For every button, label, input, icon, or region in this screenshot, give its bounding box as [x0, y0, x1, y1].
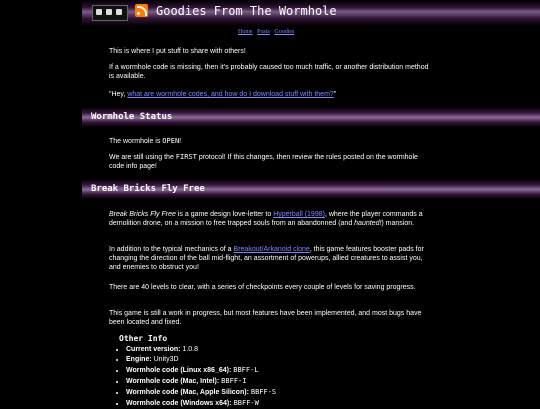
site-logo-icon[interactable] [92, 5, 128, 21]
game-p2-text-1: In addition to the typical mechanics of a [109, 246, 234, 253]
section-title-break-bricks: Break Bricks Fly Free [82, 179, 540, 199]
intro-quote-suffix: " [333, 91, 337, 98]
other-info-list [119, 345, 276, 409]
section-title-wormhole-status: Wormhole Status [82, 107, 540, 127]
intro-paragraph-3 [109, 90, 429, 99]
info-value: BBFF-S [250, 388, 277, 396]
info-value: Unity3D [153, 356, 179, 363]
status-open-suffix: ! [179, 138, 182, 145]
status-line-open [109, 137, 429, 146]
game-p1-text-1: is a game design love-letter to [175, 211, 274, 218]
info-label: Wormhole code (Linux x86_64): [126, 367, 232, 374]
info-label: Wormhole code (Windows x64): [126, 400, 232, 407]
nav-posts-link[interactable]: Posts [257, 29, 270, 35]
game-paragraph-4: This game is still a work in progress, but most features have been implemented, and most bugs have been located and fixed. [109, 310, 422, 326]
info-label: Engine: [126, 356, 152, 363]
wormhole-codes-help-link[interactable]: what are wormhole codes, and how do I download stuff with them? [127, 91, 334, 98]
info-value: 1.0.8 [182, 346, 198, 353]
info-current-version [126, 345, 276, 355]
nav-goodies-link[interactable]: Goodies [274, 29, 295, 35]
status-protocol-suffix: protocol! If this changes, then review the rules posted on the wormhole code info page! [109, 154, 418, 170]
info-label: Wormhole code (Mac, Apple Silicon): [126, 389, 249, 396]
info-wormhole-windows [126, 398, 276, 409]
rss-feed-icon[interactable] [135, 4, 148, 17]
game-paragraph-1 [109, 210, 429, 228]
hyperball-link[interactable]: Hyperball (1998) [273, 211, 325, 218]
top-nav [238, 28, 297, 37]
info-label: Current version: [126, 346, 181, 353]
intro-paragraph-1: This is where I put stuff to share with others! [109, 48, 246, 55]
info-value: BBFF-W [233, 399, 259, 407]
game-title-italic: Break Bricks Fly Free [109, 211, 176, 218]
game-p2-text-2: , this game features booster pads for changing the direction of the ball mid-flight, an assortment of powerups, allied creatures to assist you, and enemies to obstruct you! [109, 246, 424, 271]
game-p1-text-3: ) mansion. [381, 220, 415, 227]
info-value: BBFF-I [221, 377, 247, 385]
info-label: Wormhole code (Mac, Intel): [126, 378, 220, 385]
status-open-prefix: The wormhole is [109, 138, 163, 145]
game-paragraph-2 [109, 245, 429, 272]
intro-quote-prefix: "Hey, [109, 91, 128, 98]
info-engine [126, 355, 276, 365]
other-info-heading: Other Info [119, 334, 168, 343]
info-wormhole-mac-silicon [126, 387, 276, 398]
nav-home-link[interactable]: Home [238, 29, 253, 35]
info-wormhole-mac-intel [126, 376, 276, 387]
game-paragraph-3: There are 40 levels to clear, with a series of checkpoints every couple of levels for saving progress. [109, 284, 416, 291]
game-haunted-italic: haunted! [354, 220, 382, 227]
status-open-code: OPEN [162, 137, 180, 145]
status-line-protocol [109, 153, 429, 171]
status-protocol-code: FIRST [175, 153, 197, 161]
info-value: BBFF-L [233, 366, 259, 374]
info-wormhole-linux [126, 365, 276, 376]
status-protocol-prefix: We are still using the [109, 154, 176, 161]
game-p1-text-2: , where the player commands a demolition drone, on a mission to free trapped souls from an abandonned (and [109, 211, 423, 227]
breakout-clone-link[interactable]: Breakout/Arkanoid clone [233, 246, 310, 253]
intro-paragraph-2: If a wormhole code is missing, then it's probably caused too much traffic, or another distribution method is available. [109, 64, 429, 80]
page-title: Goodies From The Wormhole [156, 4, 337, 18]
